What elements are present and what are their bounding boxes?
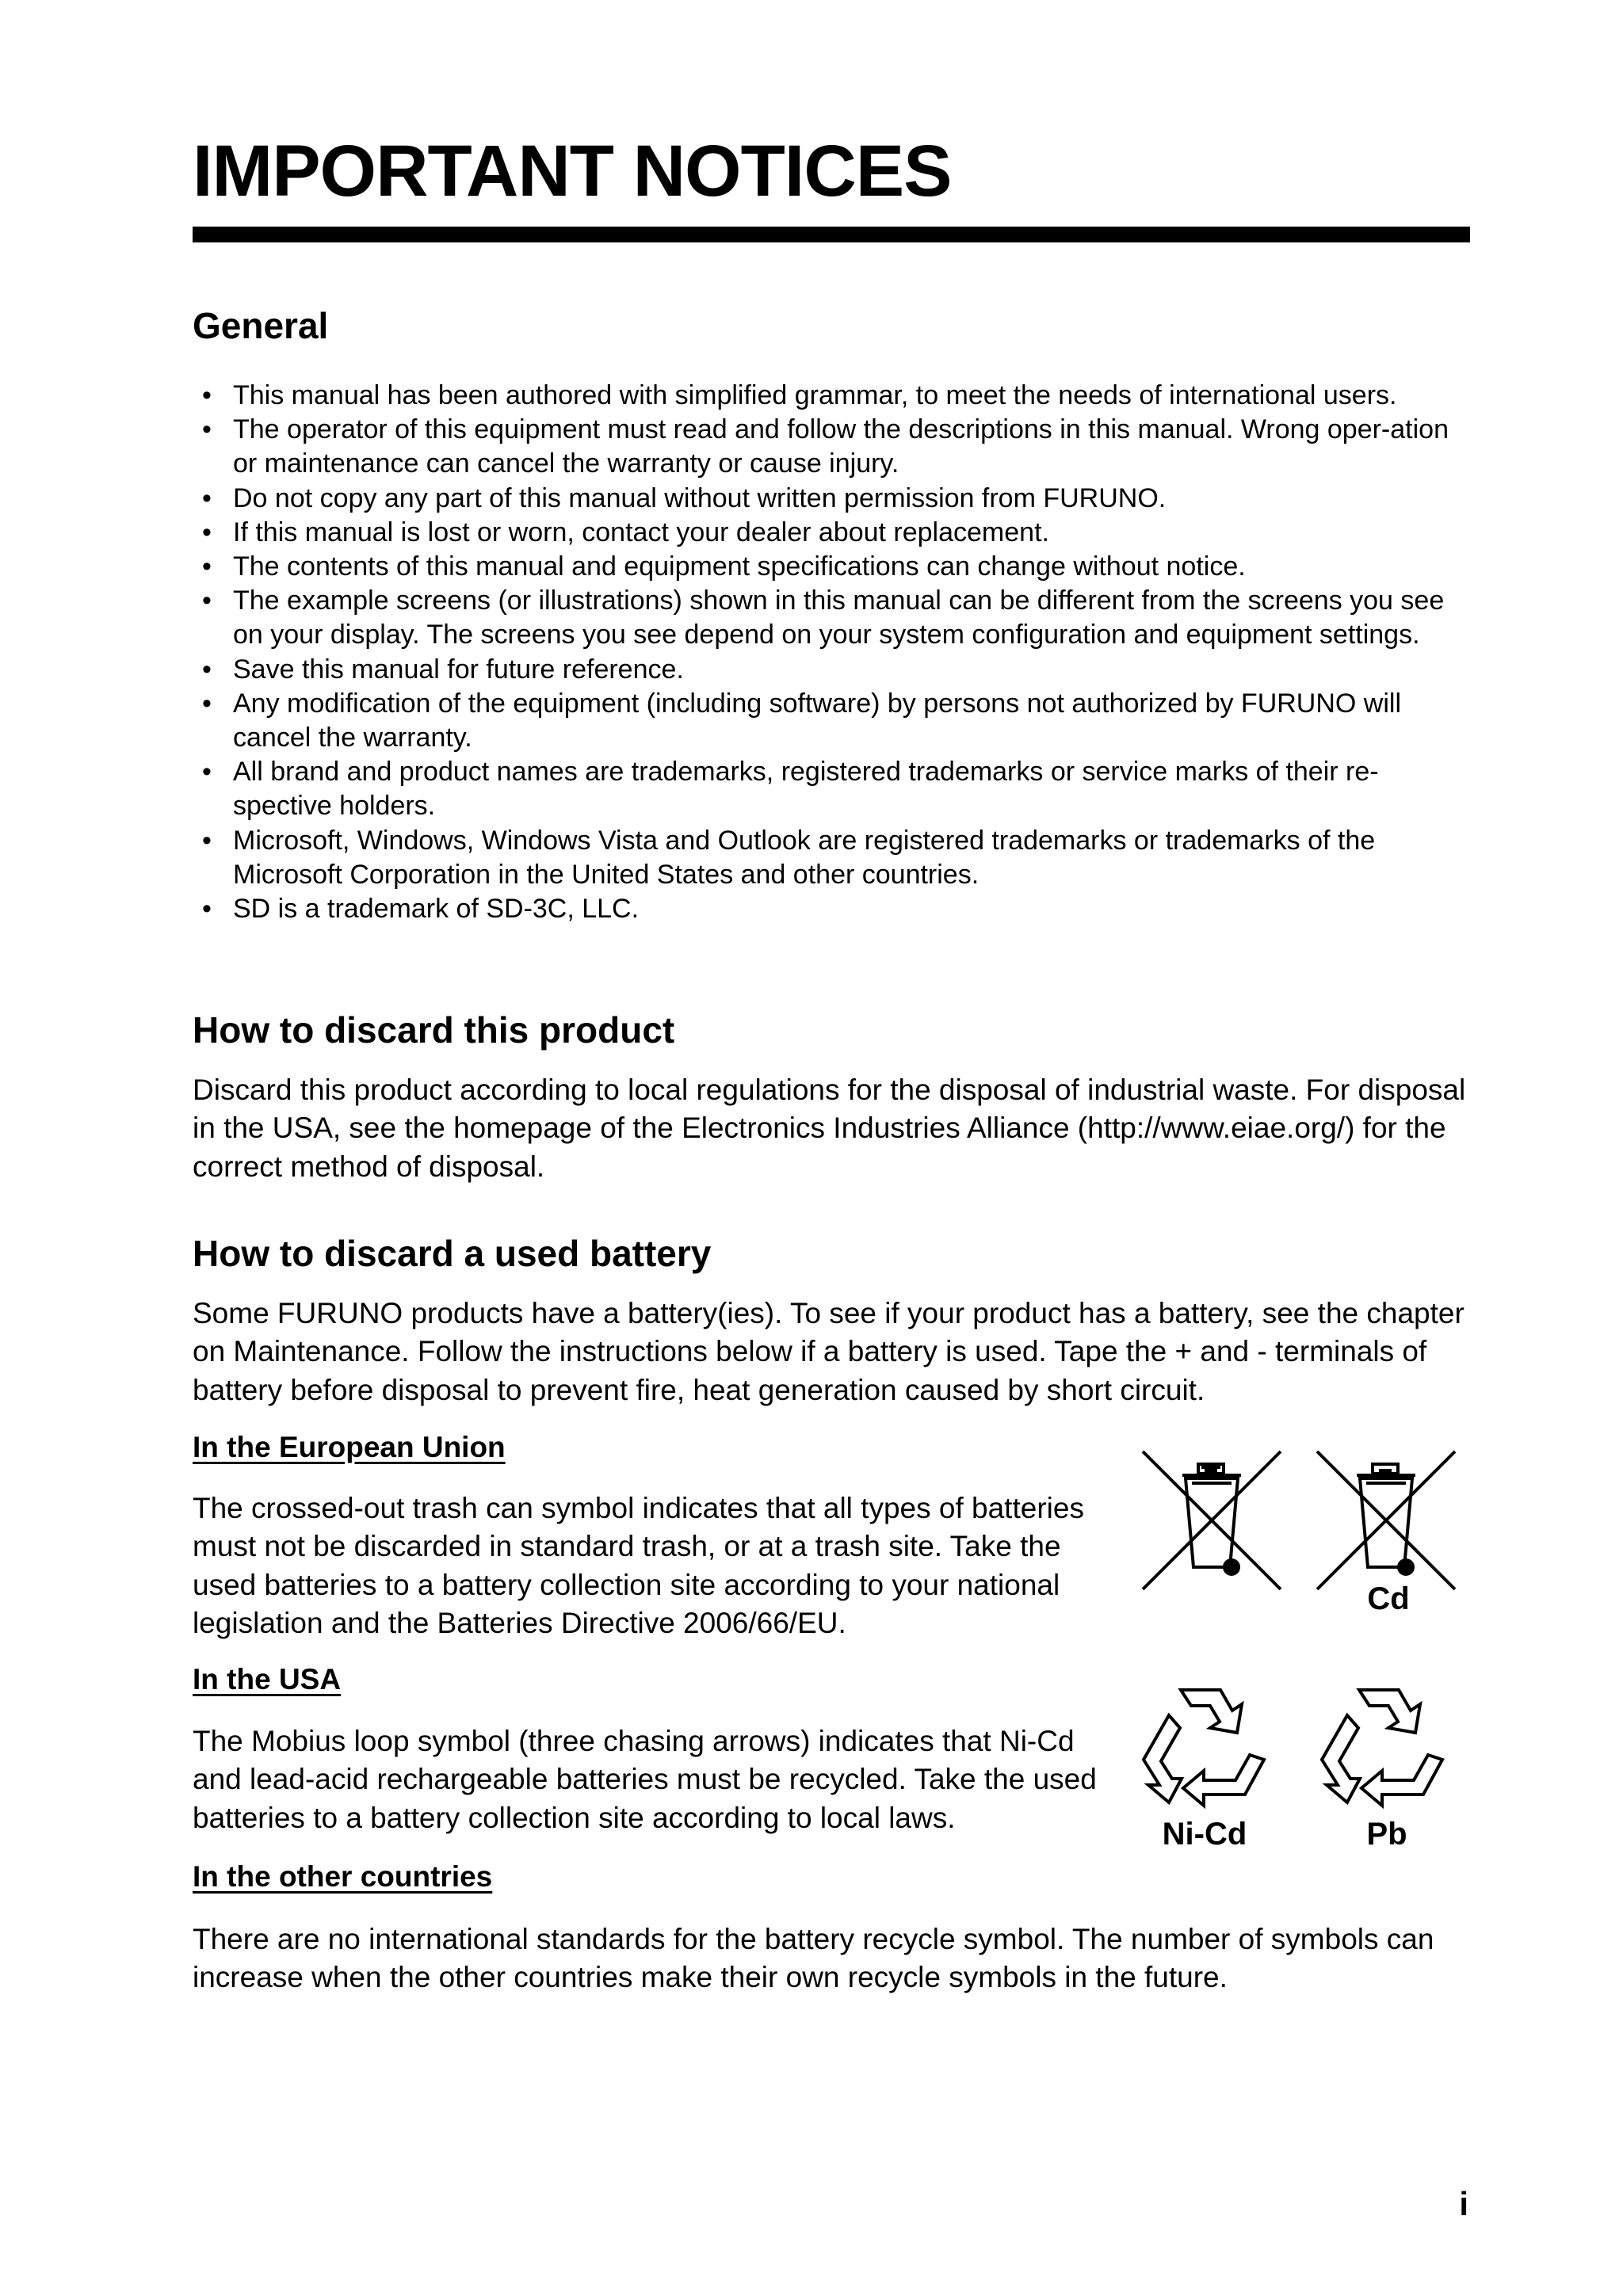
list-item: • Microsoft, Windows, Windows Vista and Outlook are registered trademarks or trademarks of the Microsoft Corporation in the United States and other countries.: [202, 825, 1376, 890]
other-text: There are no international standards for the battery recycle symbol. The number of symbols can increase when the other countries make their own recycle symbols in the future.: [193, 1923, 1434, 1994]
pb-label: Pb: [1366, 1817, 1407, 1852]
discard-battery-heading: How to discard a used battery: [193, 1233, 712, 1274]
list-item: • Any modification of the equipment (including software) by persons not authorized by FURUNO will cancel the warranty.: [202, 688, 1402, 753]
list-item: • SD is a trademark of SD-3C, LLC.: [202, 894, 640, 925]
list-item: • All brand and product names are trademarks, registered trademarks or service marks of their re-spective holders.: [202, 757, 1379, 822]
eu-heading: In the European Union: [193, 1431, 506, 1463]
crossed-trash-can-cd-icon: [1316, 1450, 1458, 1592]
list-item: • This manual has been authored with simplified grammar, to meet the needs of international users.: [202, 380, 1397, 410]
eu-text: The crossed-out trash can symbol indicates that all types of batteries must not be discarded in standard trash, or at a trash site. Take the used batteries to a battery collection site according to your national legislation and the Batteries Directive 2006/66/EU.: [193, 1492, 1084, 1639]
list-item: • If this manual is lost or worn, contact your dealer about replacement.: [202, 517, 1049, 547]
general-heading: General: [193, 305, 329, 346]
recycle-pb-icon: [1316, 1684, 1450, 1810]
title-rule: [193, 227, 1470, 242]
crossed-trash-can-icon: [1141, 1450, 1284, 1592]
general-list: [193, 379, 1476, 926]
page-number: i: [1459, 2185, 1468, 2222]
nicd-label: Ni-Cd: [1162, 1817, 1247, 1852]
usa-text: The Mobius loop symbol (three chasing arrows) indicates that Ni-Cd and lead-acid rechargeable batteries must be recycled. Take the used batteries to a battery collection site according to local laws.: [193, 1725, 1097, 1834]
usa-heading: In the USA: [193, 1663, 342, 1695]
page-title: IMPORTANT NOTICES: [193, 131, 952, 212]
other-heading: In the other countries: [193, 1860, 493, 1893]
list-item: • The operator of this equipment must read and follow the descriptions in this manual. Wrong oper-ation or maintenance can cancel the warranty or cause injury.: [202, 414, 1449, 479]
cd-label: Cd: [1367, 1581, 1410, 1616]
discard-product-heading: How to discard this product: [193, 1009, 675, 1051]
list-item: • Do not copy any part of this manual without written permission from FURUNO.: [202, 482, 1167, 513]
list-item: • Save this manual for future reference.: [202, 654, 684, 685]
list-item: • The example screens (or illustrations) shown in this manual can be different from the screens you see on your display. The screens you see depend on your system configuration and equipment settings.: [202, 585, 1445, 650]
discard-battery-text: Some FURUNO products have a battery(ies). To see if your product has a battery, see the chapter on Maintenance. Follow the instructions below if a battery is used. Tape the + and - terminals of battery before disposal to prevent fire, heat generation caused by short circuit.: [193, 1297, 1465, 1406]
discard-product-text: Discard this product according to local regulations for the disposal of industrial waste. For disposal in the USA, see the homepage of the Electronics Industries Alliance (http://www.eiae.org/) for the correct method of disposal.: [193, 1074, 1466, 1183]
list-item: • The contents of this manual and equipment specifications can change without notice.: [202, 551, 1246, 582]
recycle-nicd-icon: [1137, 1684, 1272, 1810]
